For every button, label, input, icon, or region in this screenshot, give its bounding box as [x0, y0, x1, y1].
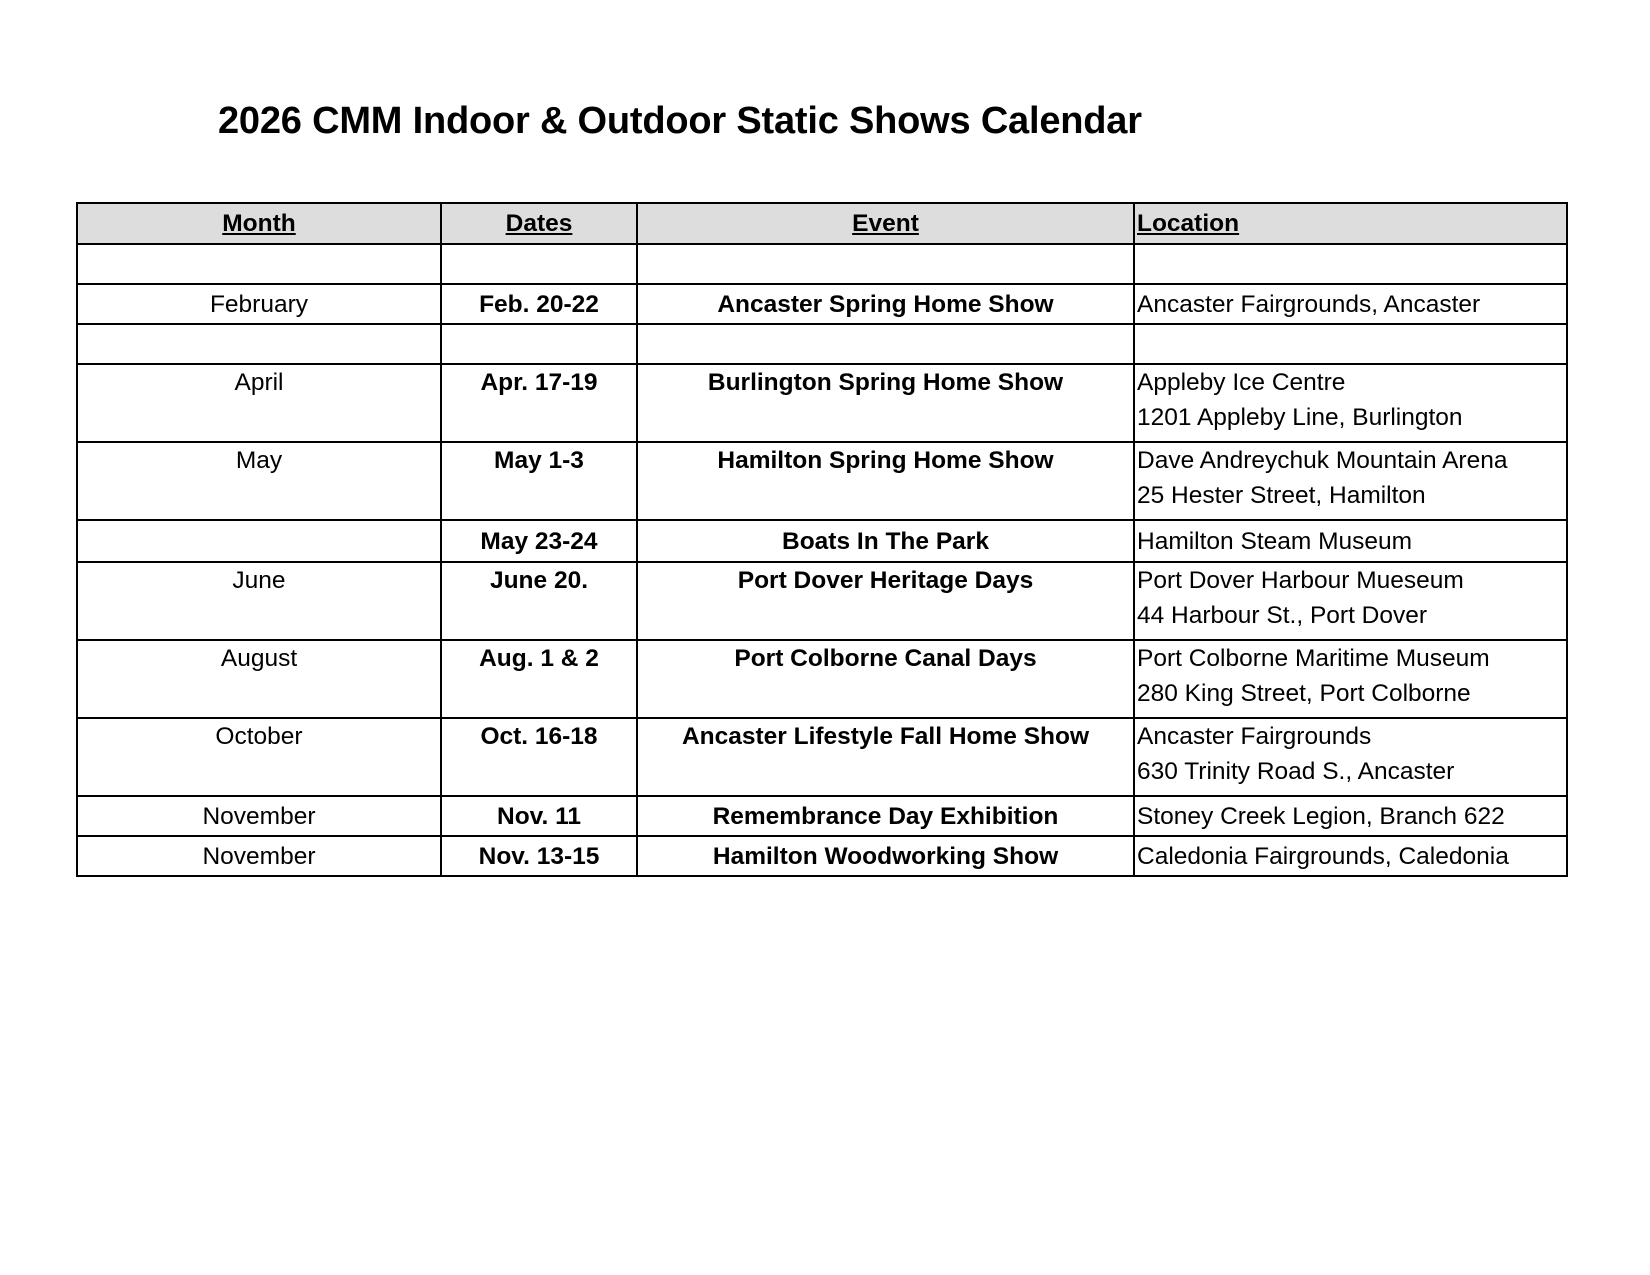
location-line: 630 Trinity Road S., Ancaster [1137, 758, 1455, 785]
location-line: Caledonia Fairgrounds, Caledonia [1137, 842, 1509, 870]
month-cell: February [77, 284, 441, 324]
location-line: Ancaster Fairgrounds [1137, 723, 1372, 750]
event-cell: Hamilton Woodworking Show [637, 836, 1134, 876]
event-cell: Boats In The Park [637, 520, 1134, 562]
page-title: 2026 CMM Indoor & Outdoor Static Shows Calendar [218, 100, 1142, 142]
location-line: 25 Hester Street, Hamilton [1137, 482, 1426, 509]
table-row [77, 796, 1567, 836]
location-cell [1134, 718, 1567, 796]
location-cell [1134, 562, 1567, 640]
month-cell [77, 244, 441, 284]
location-cell [1134, 640, 1567, 718]
event-cell: Port Dover Heritage Days [637, 562, 1134, 640]
month-cell: November [77, 836, 441, 876]
location-line: 44 Harbour St., Port Dover [1137, 602, 1428, 629]
dates-cell: Feb. 20-22 [441, 284, 637, 324]
header-dates: Dates [441, 203, 637, 244]
dates-cell: Nov. 13-15 [441, 836, 637, 876]
table-row [77, 836, 1567, 876]
location-cell [1134, 244, 1567, 284]
table-row [77, 562, 1567, 640]
table-row [77, 324, 1567, 364]
location-cell [1134, 836, 1567, 876]
location-cell [1134, 520, 1567, 562]
header-event: Event [637, 203, 1134, 244]
dates-cell [441, 244, 637, 284]
event-cell: Burlington Spring Home Show [637, 364, 1134, 442]
event-cell: Port Colborne Canal Days [637, 640, 1134, 718]
location-cell [1134, 442, 1567, 520]
month-cell [77, 520, 441, 562]
month-cell: August [77, 640, 441, 718]
table-row [77, 718, 1567, 796]
location-line: Appleby Ice Centre [1137, 369, 1346, 396]
dates-cell: May 1-3 [441, 442, 637, 520]
event-cell [637, 244, 1134, 284]
table-row [77, 520, 1567, 562]
dates-cell [441, 324, 637, 364]
event-cell: Hamilton Spring Home Show [637, 442, 1134, 520]
location-line: Port Dover Harbour Mueseum [1137, 567, 1464, 594]
event-cell: Ancaster Spring Home Show [637, 284, 1134, 324]
dates-cell: Nov. 11 [441, 796, 637, 836]
location-cell [1134, 364, 1567, 442]
location-cell [1134, 796, 1567, 836]
table-row [77, 364, 1567, 442]
table-row [77, 640, 1567, 718]
location-line: 1201 Appleby Line, Burlington [1137, 404, 1463, 431]
month-cell: May [77, 442, 441, 520]
location-line: Dave Andreychuk Mountain Arena [1137, 447, 1508, 474]
header-location: Location [1134, 203, 1567, 244]
shows-calendar-table [76, 202, 1568, 877]
month-cell [77, 324, 441, 364]
dates-cell: Apr. 17-19 [441, 364, 637, 442]
header-month: Month [77, 203, 441, 244]
dates-cell: June 20. [441, 562, 637, 640]
table-row [77, 284, 1567, 324]
table-row [77, 244, 1567, 284]
location-line: Stoney Creek Legion, Branch 622 [1137, 802, 1505, 830]
table-row [77, 442, 1567, 520]
location-line: Port Colborne Maritime Museum [1137, 645, 1490, 672]
table-header-row [77, 203, 1567, 244]
event-cell: Remembrance Day Exhibition [637, 796, 1134, 836]
month-cell: April [77, 364, 441, 442]
location-line: 280 King Street, Port Colborne [1137, 680, 1471, 707]
event-cell [637, 324, 1134, 364]
event-cell: Ancaster Lifestyle Fall Home Show [637, 718, 1134, 796]
location-cell [1134, 284, 1567, 324]
month-cell: November [77, 796, 441, 836]
month-cell: October [77, 718, 441, 796]
location-cell [1134, 324, 1567, 364]
dates-cell: Oct. 16-18 [441, 718, 637, 796]
dates-cell: May 23-24 [441, 520, 637, 562]
location-line: Ancaster Fairgrounds, Ancaster [1137, 290, 1481, 318]
month-cell: June [77, 562, 441, 640]
location-line: Hamilton Steam Museum [1137, 527, 1413, 555]
dates-cell: Aug. 1 & 2 [441, 640, 637, 718]
